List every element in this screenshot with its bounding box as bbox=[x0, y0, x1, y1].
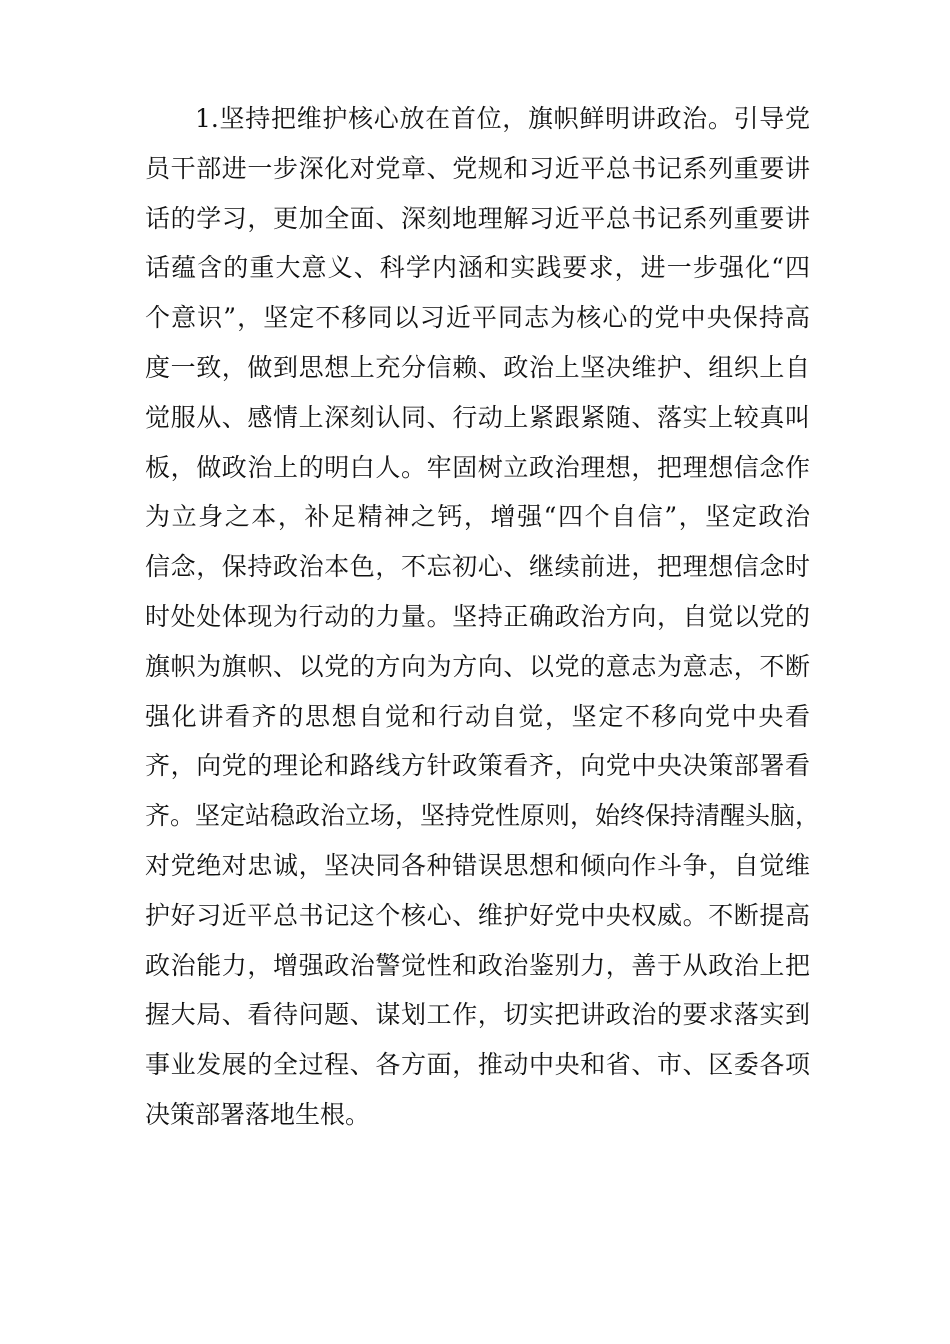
paragraph-line: 对党绝对忠诚，坚决同各种错误思想和倾向作斗争，自觉维 bbox=[145, 850, 810, 880]
paragraph-line: 旗帜为旗帜、以党的方向为方向、以党的意志为意志，不断 bbox=[145, 651, 810, 681]
paragraph-line: 时处处体现为行动的力量。坚持正确政治方向，自觉以党的 bbox=[145, 601, 810, 631]
body-paragraph bbox=[145, 94, 821, 1140]
paragraph-line: 齐。坚定站稳政治立场，坚持党性原则，始终保持清醒头脑， bbox=[145, 801, 821, 831]
paragraph-line: 强化讲看齐的思想自觉和行动自觉，坚定不移向党中央看 bbox=[145, 701, 810, 731]
paragraph-line: 员干部进一步深化对党章、党规和习近平总书记系列重要讲 bbox=[145, 153, 810, 183]
paragraph-line: 齐，向党的理论和路线方针政策看齐，向党中央决策部署看 bbox=[145, 751, 810, 781]
paragraph-line: 个意识”，坚定不移同以习近平同志为核心的党中央保持高 bbox=[145, 303, 810, 333]
paragraph-line: 握大局、看待问题、谋划工作，切实把讲政治的要求落实到 bbox=[145, 1000, 810, 1030]
paragraph-line: 板，做政治上的明白人。牢固树立政治理想，把理想信念作 bbox=[145, 452, 810, 482]
paragraph-line: 护好习近平总书记这个核心、维护好党中央权威。不断提高 bbox=[145, 900, 810, 930]
paragraph-line: 度一致，做到思想上充分信赖、政治上坚决维护、组织上自 bbox=[145, 352, 810, 382]
paragraph-line: 政治能力，增强政治警觉性和政治鉴别力，善于从政治上把 bbox=[145, 950, 810, 980]
paragraph-line: 觉服从、感情上深刻认同、行动上紧跟紧随、落实上较真叫 bbox=[145, 402, 810, 432]
paragraph-line: 决策部署落地生根。 bbox=[145, 1099, 371, 1129]
paragraph-line: 话蕴含的重大意义、科学内涵和实践要求，进一步强化“四 bbox=[145, 253, 810, 283]
paragraph-line: 话的学习，更加全面、深刻地理解习近平总书记系列重要讲 bbox=[145, 203, 810, 233]
paragraph-line: 为立身之本，补足精神之钙，增强“四个自信”，坚定政治 bbox=[145, 502, 810, 532]
paragraph-line: 1.坚持把维护核心放在首位，旗帜鲜明讲政治。引导党 bbox=[195, 104, 810, 133]
paragraph-line: 信念，保持政治本色，不忘初心、继续前进，把理想信念时 bbox=[145, 552, 810, 582]
paragraph-line: 事业发展的全过程、各方面，推动中央和省、市、区委各项 bbox=[145, 1050, 810, 1080]
